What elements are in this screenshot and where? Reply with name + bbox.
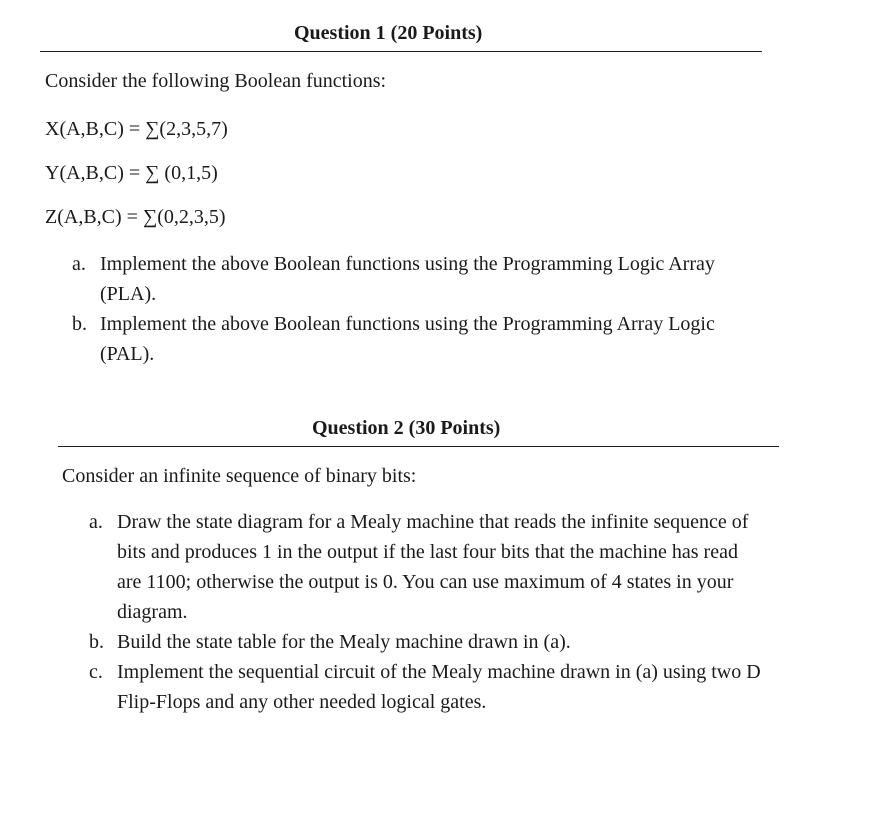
question-2-title: Question 2 (30 Points) [312,417,501,439]
question-2-intro: Consider an infinite sequence of binary bits: [62,465,417,487]
item-text: Implement the above Boolean functions using the Programming Logic Array (PLA). [100,253,715,305]
question-1-item-b [72,309,762,369]
question-2-divider [58,446,779,447]
item-text: Implement the sequential circuit of the Mealy machine drawn in (a) using two D Flip-Flops and any other needed logical gates. [117,661,761,713]
question-2-item-c [89,657,761,717]
item-marker: c. [89,661,103,683]
function-x: X(A,B,C) = ∑(2,3,5,7) [45,118,228,140]
function-z: Z(A,B,C) = ∑(0,2,3,5) [45,206,226,228]
item-marker: a. [72,253,86,275]
item-text: Build the state table for the Mealy machine drawn in (a). [117,631,571,653]
item-marker: a. [89,511,103,533]
question-1-title: Question 1 (20 Points) [294,22,483,44]
item-marker: b. [89,631,104,653]
question-1-tasks [72,249,762,369]
question-1-item-a [72,249,762,309]
item-text: Implement the above Boolean functions using the Programming Array Logic (PAL). [100,313,715,365]
question-2-item-a [89,507,761,627]
question-1-divider [40,51,762,52]
item-marker: b. [72,313,87,335]
function-y: Y(A,B,C) = ∑ (0,1,5) [45,162,218,184]
question-1-intro: Consider the following Boolean functions: [45,70,387,92]
question-2-tasks [89,507,761,717]
item-text: Draw the state diagram for a Mealy machine that reads the infinite sequence of bits and produces 1 in the output if the last four bits that the machine has read are 1100; otherwise the output is 0. You can use maximum of 4 states in your diagram. [117,511,749,623]
question-2-item-b [89,627,761,657]
